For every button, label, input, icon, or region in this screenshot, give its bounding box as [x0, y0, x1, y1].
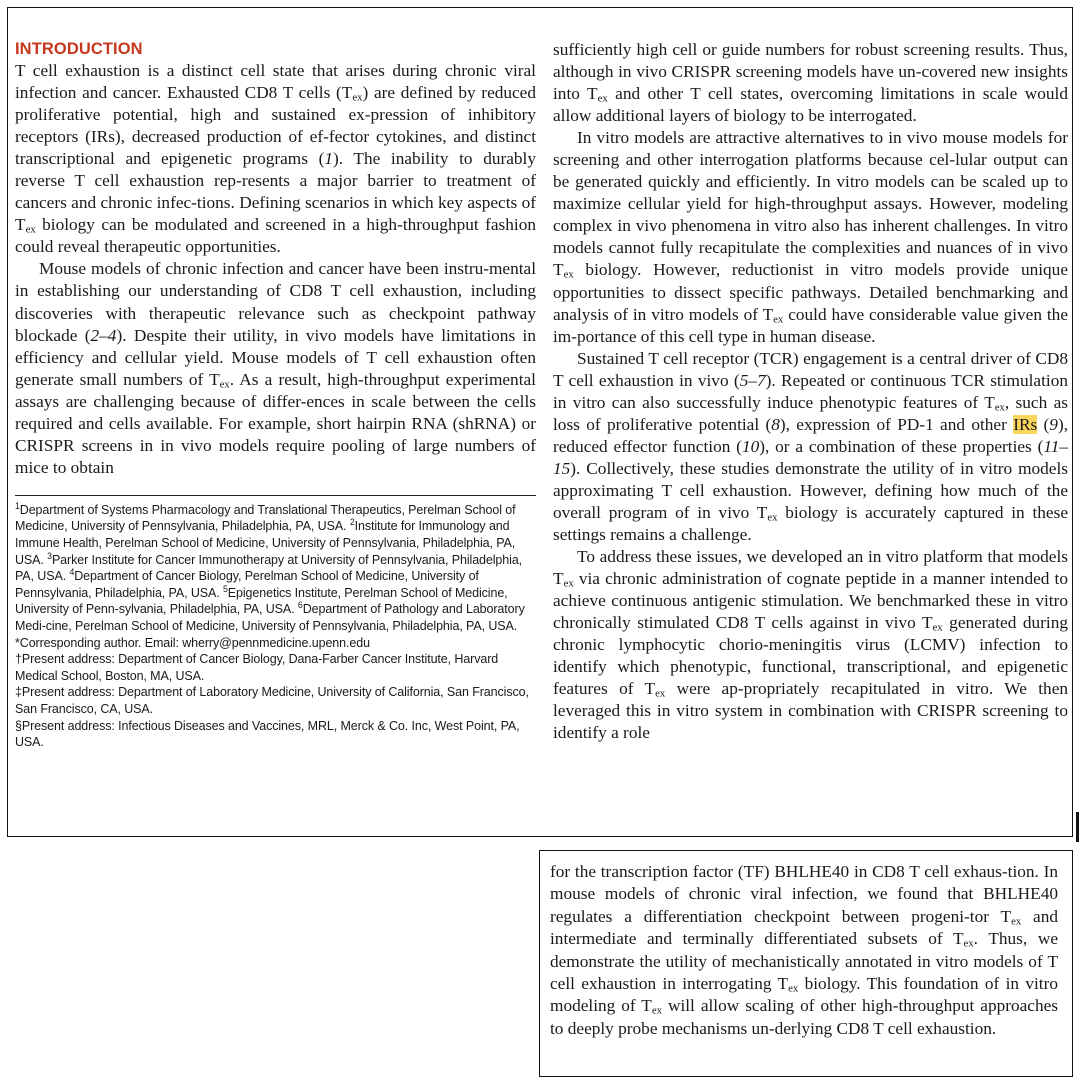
affiliation: Epigenetics Institute, Perelman School of Medicine, University of Penn-sylvania, Philadelphia, PA, USA.: [15, 585, 508, 617]
left-column: [15, 38, 536, 751]
affiliation: Department of Pathology and Laboratory Medi-cine, Perelman School of Medicine, University of Pennsylvania, Philadelphia, PA, USA.: [15, 602, 525, 634]
subscript-ex: ex: [563, 577, 574, 590]
text-run: and intermediate and terminally differentiated subsets of T: [550, 906, 1058, 949]
subscript-ex: ex: [1011, 915, 1022, 928]
subscript-ex: ex: [767, 511, 778, 524]
subscript-ex: ex: [651, 1005, 662, 1018]
text-run: via chronic administration of cognate peptide in a manner intended to achieve continuous antigenic stimulation. We benchmarked these in vitro chronically stimulated CD8 T cells against in vivo T: [553, 569, 1068, 633]
section-heading: INTRODUCTION: [15, 40, 143, 58]
text-run: generated during chronic lymphocytic chorio-meningitis virus (LCMV) infection to identify which phenotypic, functional, transcriptional, and epigenetic features of T: [553, 613, 1068, 699]
text-run: Mouse models of chronic infection and cancer have been instru-mental in establishing our understanding of CD8 T cell exhaustion, including discoveries with therapeutic relevance such as checkpoint pathway blockade (: [15, 259, 536, 345]
subscript-ex: ex: [963, 937, 974, 950]
affiliation: Department of Systems Pharmacology and Translational Therapeutics, Perelman School of Medicine, University of Pennsylvania, Philadelphia, PA, USA.: [15, 502, 516, 534]
text-run: biology. This foundation of in vitro modeling of T: [550, 974, 1059, 1016]
citation: 5–7: [739, 370, 766, 390]
paragraph-4: [553, 127, 1068, 347]
paragraph-3: [553, 39, 1068, 127]
text-run: T cell exhaustion is a distinct cell state that arises during chronic viral infection and cancer. Exhausted CD8 T cells (T: [15, 61, 536, 103]
text-run: ). The inability to durably reverse T cell exhaustion rep-resents a major barrier to treatment of cancers and chronic infec-tions. Defining scenarios in which key aspects of T: [15, 149, 536, 235]
affiliation-marker: 5: [223, 583, 228, 594]
text-run: will allow scaling of other high-throughput approaches to deeply probe mechanisms un-derlying CD8 T cell exhaustion.: [550, 996, 1058, 1038]
affiliation-marker: 2: [349, 517, 355, 528]
continuation-column: [550, 861, 1058, 1040]
affiliation-marker: 3: [47, 550, 52, 561]
paragraph-7: [550, 861, 1058, 1040]
citation: 10: [741, 436, 760, 456]
text-run: . As a result, high-throughput experimental assays are challenging because of differ-ences in scale between the cells required and cells available. For example, short hairpin RNA (shRNA) or CRISPR screens in in vivo models require pooling of large numbers of mice to obtain: [15, 369, 536, 477]
text-run: To address these issues, we developed an in vitro platform that models T: [553, 547, 1068, 589]
footnote-divider: [15, 495, 536, 496]
present-address-1: †Present address: Department of Cancer Biology, Dana-Farber Cancer Institute, Harvard Medical School, Boston, MA, USA.: [15, 652, 499, 683]
subscript-ex: ex: [788, 982, 799, 995]
affiliation-marker: 6: [297, 600, 303, 611]
subscript-ex: ex: [25, 224, 36, 236]
highlighted-term[interactable]: IRs: [1013, 414, 1038, 434]
present-address-2: ‡Present address: Department of Laboratory Medicine, University of California, San Francisco, San Francisco, CA, USA.: [15, 685, 529, 717]
citation: 9: [1049, 414, 1058, 434]
subscript-ex: ex: [597, 92, 608, 105]
affiliations: [15, 502, 536, 751]
text-run: ) are defined by reduced proliferative potential, high and sustained ex-pression of inhibitory receptors (IRs), decreased production of ef-fector cytokines, and distinct transcriptional and epigenetic programs (: [15, 83, 536, 169]
subscript-ex: ex: [773, 313, 784, 326]
paragraph-1: [15, 60, 536, 258]
text-run: were ap-propriately recapitulated in vitro. We then leveraged this in vitro system in combination with CRISPR screening to identify a role: [553, 679, 1069, 743]
subscript-ex: ex: [352, 91, 363, 104]
text-run: . Thus, we demonstrate the utility of mechanistically annotated in vitro models of T cell exhaustion in interrogating T: [550, 929, 1059, 994]
text-run: , such as loss of proliferative potential (: [553, 392, 1068, 434]
text-run: biology is accurately captured in these settings remains a challenge.: [553, 502, 1068, 545]
affiliation-list: [15, 502, 536, 635]
text-run: ), reduced effector function (: [553, 414, 1069, 456]
text-run: for the transcription factor (TF) BHLHE40 in CD8 T cell exhaus-tion. In mouse models of chronic viral infection, we found that BHLHE40 regulates a differentiation checkpoint between progeni-tor T: [550, 862, 1058, 926]
corresponding-author: *Corresponding author. Email: wherry@pennmedicine.upenn.edu: [15, 635, 370, 650]
text-run: biology can be modulated and screened in a high-throughput fashion could reveal therapeutic opportunities.: [15, 215, 536, 257]
subscript-ex: ex: [563, 269, 574, 282]
subscript-ex: ex: [994, 401, 1005, 414]
subscript-ex: ex: [655, 688, 666, 701]
right-column: [553, 39, 1068, 745]
article-panel: [7, 7, 1073, 837]
text-run: ), expression of PD-1 and other: [779, 414, 1014, 434]
paragraph-2: [15, 258, 536, 478]
paragraph-5: [553, 348, 1068, 546]
text-run: Sustained T cell receptor (TCR) engagement is a central driver of CD8 T cell exhaustion in vivo (: [553, 348, 1068, 390]
paragraph-6: [553, 546, 1068, 744]
text-run: ). Collectively, these studies demonstrate the utility of in vitro models approximating T cell exhaustion. However, defining how much of the overall program of in vivo T: [553, 458, 1068, 522]
subscript-ex: ex: [219, 378, 230, 391]
citation: 2–4: [90, 325, 117, 345]
text-run: sufficiently high cell or guide numbers for robust screening results. Thus, although in vivo CRISPR screening models have un-covered new insights into T: [553, 40, 1068, 104]
present-address-3: §Present address: Infectious Diseases and Vaccines, MRL, Merck & Co. Inc, West Point, PA, USA.: [15, 718, 520, 750]
text-run: biology. However, reductionist in vitro models provide unique opportunities to dissect specific pathways. Detailed benchmarking and analysis of in vitro models of T: [553, 260, 1068, 324]
affiliation-marker: 1: [15, 500, 20, 511]
text-run: In vitro models are attractive alternatives to in vivo mouse models for screening and other interrogation platforms because cel-lular output can be generated quickly and efficiently. In vitro models can be scaled up to maximize cellular yield for high-throughput assays. However, modeling complex in vivo phenomena in vitro also has inherent challenges. In vitro models cannot fully recapitulate the complexities and nuances of in vivo T: [553, 128, 1068, 280]
text-run: (: [1037, 414, 1050, 434]
continuation-panel: [539, 850, 1073, 1077]
text-run: and other T cell states, overcoming limitations in scale would allow additional layers of biology to be interrogated.: [553, 84, 1068, 126]
subscript-ex: ex: [932, 621, 943, 634]
text-run: ). Repeated or continuous TCR stimulation in vitro can also successfully induce phenotypic features of T: [553, 370, 1068, 412]
affiliation: Department of Cancer Biology, Perelman School of Medicine, University of Pennsylvania, Philadelphia, PA, USA.: [15, 569, 479, 600]
citation: 11–15: [553, 436, 1069, 478]
page-edge-mark: [1076, 812, 1079, 842]
affiliation-marker: 4: [69, 567, 75, 578]
affiliation: Parker Institute for Cancer Immunotherapy at University of Pennsylvania, Philadelphia, PA, USA.: [15, 552, 523, 584]
citation: 8: [771, 414, 780, 434]
text-run: ). Despite their utility, in vivo models have limitations in efficiency and cellular yield. Mouse models of T cell exhaustion often generate small numbers of T: [15, 325, 536, 389]
text-run: could have considerable value given the im-portance of this cell type in human disease.: [553, 304, 1068, 346]
text-run: ), or a combination of these properties (: [759, 436, 1044, 456]
affiliation: Institute for Immunology and Immune Health, Perelman School of Medicine, University of Pennsylvania, Philadelphia, PA, USA.: [15, 519, 516, 567]
citation: 1: [324, 149, 333, 169]
